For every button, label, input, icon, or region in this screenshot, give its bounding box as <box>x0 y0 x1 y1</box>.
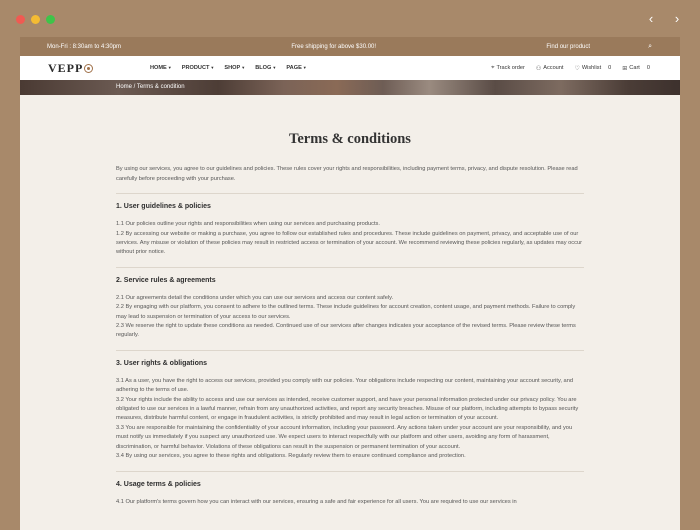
section-service-rules <box>116 277 584 341</box>
wishlist-count: 0 <box>608 65 612 71</box>
section-text: 2.1 Our agreements detail the conditions under which you can use our services and access our content safely. <box>116 294 394 301</box>
wishlist-label: Wishlist <box>581 65 602 71</box>
section-text: 3.4 By using our services, you agree to these rights and obligations. Regularly review them to ensure continued compliance and protection. <box>116 453 466 460</box>
forward-arrow-icon[interactable]: › <box>674 11 680 26</box>
divider <box>116 267 584 268</box>
cart-label: Cart <box>629 65 640 71</box>
section-text: 3.3 You are responsible for maintaining the confidentiality of your account information, including your password. Any actions taken under your account are your responsibility, and you must notify us immediately if you suspect any unauthorized use. We expect users to interact respectfully with our platform and other users, avoiding any form of harassment, discrimination, or harmful behavior. Violations of these obligations can result in the suspension or permanent termination of your account. <box>116 424 573 450</box>
account-nav <box>491 65 650 72</box>
site-header <box>20 56 680 80</box>
logo-mark-icon <box>84 64 93 73</box>
shipping-notice: Free shipping for above $30.00! <box>291 43 377 50</box>
browser-nav <box>646 11 682 26</box>
user-icon: ⚇ <box>535 65 542 72</box>
find-product-label: Find our product <box>546 43 591 50</box>
nav-page[interactable] <box>286 65 306 71</box>
main-nav <box>150 65 307 71</box>
business-hours: Mon-Fri : 8:30am to 4:30pm <box>47 43 122 50</box>
track-order-link[interactable] <box>491 65 525 72</box>
chevron-down-icon: ▼ <box>302 65 307 70</box>
nav-home[interactable] <box>150 65 172 71</box>
nav-shop-label: SHOP <box>224 65 241 71</box>
section-text: 2.2 By engaging with our platform, you consent to adhere to the outlined terms. These include guidelines for account creation, content usage, and payment methods. Failure to comply may lead to suspension or termination of your access to our services. <box>116 304 576 320</box>
location-pin-icon: ⌖ <box>491 64 495 71</box>
cart-link[interactable] <box>622 65 650 72</box>
search-icon[interactable]: ⌕ <box>648 42 652 50</box>
cart-icon: ⊞ <box>622 65 628 72</box>
wishlist-link[interactable] <box>574 65 611 72</box>
section-heading: 1. User guidelines & policies <box>116 203 211 211</box>
nav-blog-label: BLOG <box>255 65 272 71</box>
section-user-guidelines <box>116 203 584 258</box>
heart-icon: ♡ <box>574 65 580 72</box>
logo-text: VEPP <box>48 60 84 75</box>
page-banner <box>20 80 680 95</box>
chevron-down-icon: ▼ <box>272 65 277 70</box>
nav-product[interactable] <box>182 65 215 71</box>
close-window-button[interactable] <box>16 15 25 24</box>
section-text: 2.3 We reserve the right to update these conditions as needed. Continued use of our services after changes indicates your acceptance of the revised terms. Please review these terms regularly. <box>116 323 576 339</box>
divider <box>116 350 584 351</box>
account-link[interactable] <box>536 65 564 72</box>
section-usage-terms <box>116 481 584 507</box>
divider <box>116 471 584 472</box>
nav-page-label: PAGE <box>286 65 302 71</box>
chevron-down-icon: ▼ <box>210 65 215 70</box>
back-arrow-icon[interactable]: ‹ <box>648 11 654 26</box>
zoom-window-button[interactable] <box>46 15 55 24</box>
breadcrumb: Home / Terms & condition <box>116 84 185 90</box>
section-text: 4.1 Our platform's terms govern how you can interact with our services, ensuring a safe and fair experience for all users. You are required to use our services in <box>116 498 517 505</box>
nav-product-label: PRODUCT <box>181 65 210 71</box>
page-title: Terms & conditions <box>289 131 411 147</box>
minimize-window-button[interactable] <box>31 15 40 24</box>
page-content <box>20 95 680 507</box>
nav-home-label: HOME <box>150 65 167 71</box>
divider <box>116 193 584 194</box>
site-logo[interactable] <box>48 61 93 76</box>
chevron-down-icon: ▼ <box>241 65 246 70</box>
browser-window <box>20 37 680 530</box>
nav-blog[interactable] <box>255 65 276 71</box>
window-controls <box>16 15 55 24</box>
announcement-bar <box>20 37 680 56</box>
section-text: 3.2 Your rights include the ability to access and use our services as intended, receive customer support, and have your personal information protected under our privacy policy. You are obligated to use our services in a lawful manner, refrain from any unauthorized activities, and report any security breaches. Misuse of our platform, including attempts to bypass security measures, distribute harmful content, or engage in fraudulent activities, is strictly prohibited and may result in legal action or termination of your account. <box>116 396 579 422</box>
section-text: 1.1 Our policies outline your rights and responsibilities when using our services and purchasing products. <box>116 221 380 228</box>
nav-shop[interactable] <box>224 65 245 71</box>
track-order-label: Track order <box>496 65 525 71</box>
section-text: 1.2 By accessing our website or making a purchase, you agree to follow our established rules and procedures. These include guidelines on payment, privacy, and acceptable use of our services. Any misuse or violation of these policies may result in restricted access or termination of your account. We recommend reviewing these policies regularly, as updates may occur without prior notice. <box>116 230 583 256</box>
section-heading: 4. Usage terms & policies <box>116 480 201 488</box>
intro-text: By using our services, you agree to our guidelines and policies. These rules cover your rights and responsibilities, including payment terms, privacy, and dispute resolution. Please read carefully before proceeding with your purchase. <box>116 166 578 182</box>
account-label: Account <box>543 65 564 71</box>
section-heading: 2. Service rules & agreements <box>116 276 216 284</box>
section-heading: 3. User rights & obligations <box>116 359 208 367</box>
find-product[interactable] <box>546 43 652 51</box>
section-text: 3.1 As a user, you have the right to access our services, provided you comply with our policies. Your obligations include respecting our content, maintaining your account security, and adhering to the terms of use. <box>116 377 574 394</box>
section-user-rights <box>116 360 584 462</box>
chevron-down-icon: ▼ <box>167 65 172 70</box>
cart-count: 0 <box>646 65 650 71</box>
